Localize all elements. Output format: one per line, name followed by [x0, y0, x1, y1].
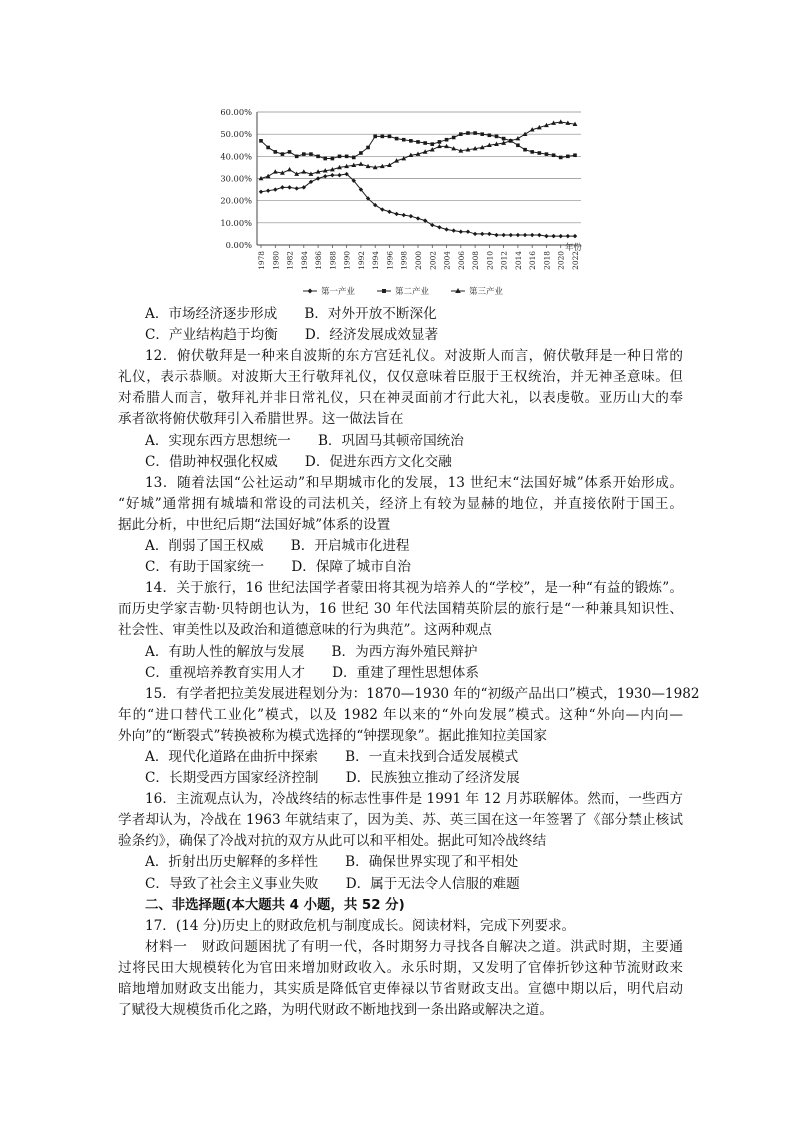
q17-material: 了赋役大规模货币化之路，为明代财政不断地找到一条出路或解决之道。 — [118, 1002, 553, 1019]
data-point — [402, 138, 406, 142]
data-point — [259, 190, 263, 194]
x-tick-label: 2008 — [471, 251, 481, 270]
x-tick-label: 2002 — [428, 251, 438, 270]
data-point — [373, 135, 377, 139]
q15-text: 15．有学者把拉美发展进程划分为：1870—1930 年的“初级产品出口”模式，1930—1982 — [145, 685, 700, 702]
q12-text: 承者欲将俯伏敬拜引入希腊世界。这一做法旨在 — [118, 411, 404, 428]
data-point — [402, 213, 406, 217]
data-point — [487, 232, 491, 236]
x-tick-label: 1978 — [257, 251, 266, 270]
data-point — [452, 136, 456, 140]
chart-series — [259, 119, 578, 238]
data-point — [281, 152, 285, 156]
data-point — [538, 151, 542, 155]
legend-label: 第一产业 — [321, 287, 356, 297]
q17-material: 材料一 财政问题困扰了有明一代，各时期努力寻找各自解决之道。洪武时期，主要通 — [145, 938, 683, 955]
x-tick-label: 1998 — [399, 251, 409, 270]
data-point — [530, 233, 534, 237]
data-point — [551, 234, 555, 238]
data-point — [381, 135, 385, 139]
chart-grid — [257, 112, 581, 245]
series-3 — [259, 119, 578, 180]
data-point — [459, 230, 463, 234]
q16-options-ab: A．折射出历史解释的多样性 B．确保世界实现了和平相处 — [145, 854, 519, 871]
data-point — [523, 132, 528, 136]
x-tick-label: 2000 — [414, 251, 423, 270]
x-axis — [257, 245, 580, 270]
q12-options-cd: C．借助神权强化权威 D．促进东西方文化交融 — [145, 453, 452, 470]
data-point — [280, 185, 284, 189]
data-point — [495, 135, 499, 139]
data-point — [416, 216, 420, 220]
data-point — [345, 155, 349, 159]
data-point — [287, 185, 291, 189]
data-point — [523, 233, 527, 237]
x-tick-label: 2014 — [513, 251, 523, 270]
q17-intro: 17．(14 分)历史上的财政危机与制度成长。阅读材料，完成下列要求。 — [145, 917, 576, 934]
q17-material: 过将民田大规模转化为官田来增加财政收入。永乐时期，又发明了官俸折钞这种节流财政来 — [118, 959, 683, 976]
x-tick-label: 1996 — [385, 251, 395, 270]
q14-text: 社会性、审美性以及政治和道德意味的行为典范”。这两种观点 — [118, 622, 492, 639]
industry-share-line-chart — [215, 104, 585, 302]
legend-item-tertiary — [451, 286, 504, 297]
data-point — [494, 233, 498, 237]
x-tick-label: 2004 — [442, 251, 452, 270]
q16-options-cd: C．导致了社会主义事业失败 D．属于无法令人信服的难题 — [145, 875, 520, 892]
data-point — [516, 233, 520, 237]
data-point — [537, 233, 541, 237]
data-point — [388, 135, 392, 139]
x-tick-label: 2020 — [556, 251, 566, 270]
q15-text: 外向”的“断裂式”转换被称为模式选择的“钟摆现象”。据此推知拉美国家 — [118, 727, 547, 744]
section-heading: 二、非选择题(本大题共 4 小题，共 52 分) — [145, 897, 405, 913]
data-point — [273, 150, 277, 154]
data-point — [530, 150, 534, 154]
y-tick-label: 40.00% — [220, 151, 252, 162]
data-point — [273, 187, 277, 191]
data-point — [480, 232, 484, 236]
data-point — [302, 152, 306, 156]
data-point — [366, 146, 370, 150]
data-point — [387, 163, 392, 167]
data-point — [566, 155, 570, 159]
data-point — [301, 169, 306, 173]
q13-options-ab: A．削弱了国王权威 B．开启城市化进程 — [145, 538, 410, 555]
data-point — [359, 151, 363, 155]
x-tick-label: 2022 — [571, 251, 580, 270]
x-tick-label: 1980 — [271, 251, 281, 270]
data-point — [451, 228, 455, 232]
q14-options-ab: A．有助人性的解放与发展 B．为西方海外殖民辩护 — [145, 643, 478, 660]
data-point — [558, 119, 563, 123]
x-tick-label: 2010 — [485, 251, 495, 270]
q14-options-cd: C．重视培养教育实用人才 D．重建了理性思想体系 — [145, 664, 479, 681]
x-tick-label: 1984 — [299, 251, 309, 270]
data-point — [337, 173, 341, 177]
data-point — [430, 142, 434, 146]
y-tick-label: 50.00% — [220, 129, 252, 140]
x-tick-label: 1982 — [285, 251, 295, 270]
data-point — [573, 153, 577, 157]
data-point — [295, 155, 299, 159]
data-point — [395, 137, 399, 141]
q13-text: 13．随着法国“公社运动”和早期城市化的发展，13 世纪末“法国好城”体系开始形成。 — [145, 474, 683, 491]
y-axis — [220, 107, 252, 250]
y-tick-label: 20.00% — [220, 195, 252, 206]
data-point — [266, 174, 271, 178]
q13-text: 据此分析，中世纪后期“法国好城”体系的设置 — [118, 516, 391, 533]
q12-text: 对希腊人而言，敬拜礼并非日常礼仪，只在神灵面前才行此大礼，以表虔敬。亚历山大的奉 — [118, 390, 683, 407]
data-point — [444, 227, 448, 231]
x-tick-label: 1988 — [328, 251, 338, 270]
x-axis-unit: 年份 — [565, 243, 583, 253]
legend-label: 第三产业 — [469, 287, 504, 297]
data-point — [480, 132, 484, 136]
data-point — [473, 131, 477, 135]
data-point — [473, 232, 477, 236]
data-point — [573, 234, 577, 238]
x-tick-label: 1994 — [371, 251, 381, 270]
data-point — [545, 152, 549, 156]
data-point — [287, 167, 292, 171]
q16-text: 16．主流观点认为，冷战终结的标志性事件是 1991 年 12 月苏联解体。然而，一些西方 — [145, 791, 683, 808]
q16-text: 学者却认为，冷战在 1963 年就结束了，因为美、苏、英三国在这一年签署了《部分禁止核试 — [118, 812, 683, 829]
q14-text: 而历史学家吉勒·贝特朗也认为，16 世纪 30 年代法国精英阶层的旅行是“一种兼具知识性、 — [118, 601, 683, 618]
data-point — [273, 169, 278, 173]
data-point — [387, 210, 391, 214]
q11-options-ab: A．市场经济逐步形成 B．对外开放不断深化 — [145, 306, 437, 322]
question-page — [118, 304, 700, 1021]
data-point — [394, 212, 398, 216]
data-point — [466, 131, 470, 135]
data-point — [459, 132, 463, 136]
data-point — [501, 233, 505, 237]
data-point — [359, 161, 364, 165]
x-tick-label: 2006 — [456, 251, 466, 270]
legend-label: 第二产业 — [395, 287, 430, 297]
data-point — [438, 140, 442, 144]
data-point — [352, 156, 356, 160]
data-point — [416, 140, 420, 144]
y-tick-label: 60.00% — [220, 107, 252, 117]
data-point — [516, 143, 520, 147]
data-point — [502, 137, 506, 141]
data-point — [437, 225, 441, 229]
y-tick-label: 0.00% — [225, 240, 252, 250]
data-point — [409, 214, 413, 218]
data-point — [445, 138, 449, 142]
q14-text: 14．关于旅行，16 世纪法国学者蒙田将其视为培养人的“学校”，是一种“有益的锻炼”。 — [145, 580, 683, 597]
data-point — [409, 139, 413, 143]
data-point — [294, 186, 298, 190]
q17-material: 暗地增加财政支出能力，其实质是降低官吏俸禄以节省财政支出。宣德中期以后，明代启动 — [118, 981, 683, 997]
x-tick-label: 1990 — [342, 251, 352, 270]
q12-text: 礼仪，表示恭顺。对波斯大王行敬拜礼仪，仅仅意味着臣服于王权统治，并无神圣意味。但 — [118, 369, 683, 386]
data-point — [330, 173, 334, 177]
data-point — [266, 146, 270, 150]
data-point — [523, 148, 527, 152]
data-point — [544, 234, 548, 238]
q13-options-cd: C．有助于国家统一 D．保障了城市自治 — [145, 559, 411, 576]
q15-text: 年的“进口替代工业化”模式，以及 1982 年以来的“外向发展”模式。这种“外向—内向— — [118, 706, 683, 723]
data-point — [323, 174, 327, 178]
q12-text: 12．俯伏敬拜是一种来自波斯的东方宫廷礼仪。对波斯人而言，俯伏敬拜是一种日常的 — [145, 348, 683, 365]
series-1 — [259, 172, 577, 238]
data-point — [288, 150, 292, 154]
series-line — [261, 174, 575, 236]
q16-text: 验条约》，确保了冷战对抗的双方从此可以和平相处。据此可知冷战终结 — [118, 833, 547, 850]
data-point — [552, 153, 556, 157]
data-point — [316, 176, 320, 180]
q13-text: “好城”通常拥有城墙和常设的司法机关，经济上有较为显赫的地位，并直接依附于国王。 — [118, 495, 683, 512]
data-point — [309, 152, 313, 156]
data-point — [488, 133, 492, 137]
data-point — [259, 139, 263, 143]
x-tick-label: 1986 — [314, 251, 324, 270]
data-point — [423, 141, 427, 145]
data-point — [316, 155, 320, 159]
y-tick-label: 30.00% — [220, 173, 252, 184]
x-tick-label: 1992 — [356, 251, 366, 270]
legend-item-primary — [303, 286, 356, 297]
x-tick-label: 2018 — [542, 251, 552, 270]
data-point — [323, 157, 327, 161]
data-point — [566, 234, 570, 238]
data-point — [509, 233, 513, 237]
data-point — [516, 136, 521, 140]
data-point — [559, 156, 563, 160]
data-point — [559, 234, 563, 238]
y-tick-label: 10.00% — [220, 217, 252, 228]
q15-options-cd: C．长期受西方国家经济控制 D．民族独立推动了经济发展 — [145, 770, 520, 787]
x-tick-label: 2012 — [499, 251, 509, 270]
data-point — [266, 188, 270, 192]
q12-options-ab: A．实现东西方思想统一 B．巩固马其顿帝国统治 — [145, 432, 464, 449]
data-point — [331, 157, 335, 161]
chart-legend — [303, 286, 504, 297]
data-point — [466, 230, 470, 234]
q11-options-cd: C．产业结构趋于均衡 D．经济发展成效显著 — [145, 327, 439, 344]
q15-options-ab: A．现代化道路在曲折中探索 B．一直未找到合适发展模式 — [145, 748, 519, 765]
data-point — [338, 155, 342, 159]
x-tick-label: 2016 — [528, 251, 538, 270]
legend-item-secondary — [377, 286, 430, 297]
